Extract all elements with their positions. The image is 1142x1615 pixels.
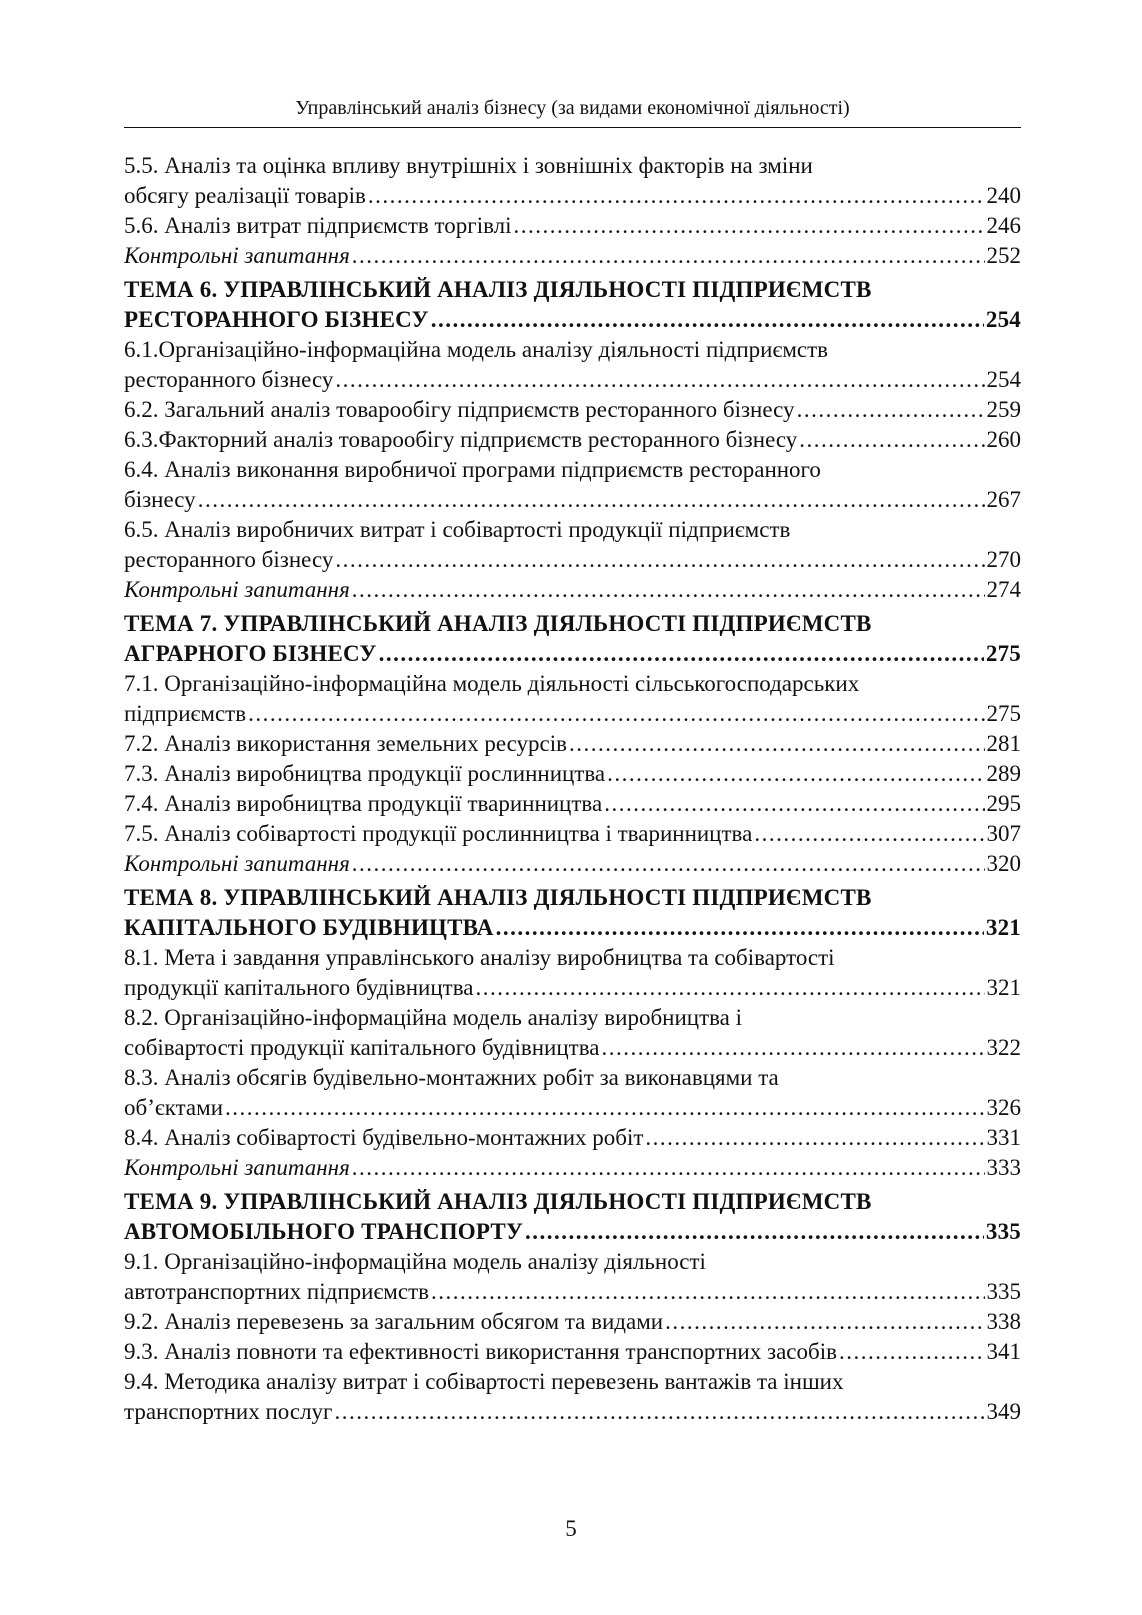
toc-line: [124, 1153, 1021, 1183]
toc-topic: [124, 883, 1021, 943]
toc-section: [124, 395, 1021, 425]
toc-entry-title: 7.3. Аналіз виробництва продукції рослинництва: [124, 761, 606, 786]
toc-section: [124, 151, 1021, 211]
toc-entry-title: ТЕМА 9. УПРАВЛІНСЬКИЙ АНАЛІЗ ДІЯЛЬНОСТІ ПІДПРИЄМСТВ: [124, 1189, 872, 1214]
dot-leader: [665, 1307, 984, 1337]
toc-entry-title: 5.5. Аналіз та оцінка впливу внутрішніх і зовнішніх факторів на зміни: [124, 153, 813, 178]
toc-section: [124, 211, 1021, 241]
toc-entry-title: 9.1. Організаційно-інформаційна модель аналізу діяльності: [124, 1249, 706, 1274]
toc-entry-title: КАПІТАЛЬНОГО БУДІВНИЦТВА: [124, 915, 494, 940]
toc-entry-title: ресторанного бізнесу: [124, 547, 334, 572]
toc-entry-title: ТЕМА 6. УПРАВЛІНСЬКИЙ АНАЛІЗ ДІЯЛЬНОСТІ ПІДПРИЄМСТВ: [124, 277, 872, 302]
toc-entry-title: автотранспортних підприємств: [124, 1279, 429, 1304]
toc-line: [124, 365, 1021, 395]
toc-entry-title: 9.4. Методика аналізу витрат і собівартості перевезень вантажів та інших: [124, 1369, 844, 1394]
dot-leader: [352, 241, 985, 271]
dot-leader: [352, 1153, 985, 1183]
toc-topic: [124, 275, 1021, 335]
toc-entry-title: 6.3.Факторний аналіз товарообігу підприємств ресторанного бізнесу: [124, 427, 798, 452]
toc-section: [124, 819, 1021, 849]
toc-line: [124, 1063, 1021, 1093]
toc-page-number: 289: [986, 761, 1021, 786]
toc-topic: [124, 1187, 1021, 1247]
dot-leader: [198, 485, 985, 515]
toc-entry-title: 7.1. Організаційно-інформаційна модель діяльності сільськогосподарських: [124, 671, 860, 696]
toc-page-number: 246: [986, 213, 1021, 238]
toc-line: [124, 181, 1021, 211]
table-of-contents: [124, 151, 1021, 1427]
toc-entry-title: 6.1.Організаційно-інформаційна модель аналізу діяльності підприємств: [124, 337, 829, 362]
toc-section: [124, 759, 1021, 789]
toc-page-number: 281: [986, 731, 1021, 756]
toc-entry-title: ТЕМА 7. УПРАВЛІНСЬКИЙ АНАЛІЗ ДІЯЛЬНОСТІ ПІДПРИЄМСТВ: [124, 611, 872, 636]
toc-page-number: 275: [986, 701, 1021, 726]
toc-page-number: 275: [985, 641, 1021, 666]
toc-entry-title: Контрольні запитання: [124, 577, 350, 602]
toc-line: [124, 1277, 1021, 1307]
toc-page-number: 260: [986, 427, 1021, 452]
toc-page-number: 321: [985, 915, 1021, 940]
dot-leader: [225, 1093, 984, 1123]
toc-entry-title: бізнесу: [124, 487, 196, 512]
page-number: 5: [565, 1516, 577, 1541]
dot-leader: [379, 639, 984, 669]
toc-line: [124, 759, 1021, 789]
toc-section: [124, 943, 1021, 1003]
toc-line: [124, 1337, 1021, 1367]
dot-leader: [525, 1217, 984, 1247]
toc-line: [124, 1367, 1021, 1397]
dot-leader: [839, 1337, 985, 1367]
toc-line: [124, 575, 1021, 605]
dot-leader: [352, 849, 985, 879]
toc-line: [124, 973, 1021, 1003]
toc-section: [124, 1003, 1021, 1063]
dot-leader: [607, 759, 984, 789]
toc-page-number: 240: [986, 183, 1021, 208]
toc-line: [124, 819, 1021, 849]
toc-control-questions: [124, 1153, 1021, 1183]
toc-line: [124, 151, 1021, 181]
toc-section: [124, 455, 1021, 515]
toc-line: [124, 1187, 1021, 1217]
dot-leader: [368, 181, 985, 211]
toc-line: [124, 609, 1021, 639]
toc-entry-title: собівартості продукції капітального будівництва: [124, 1035, 600, 1060]
toc-entry-title: АВТОМОБІЛЬНОГО ТРАНСПОРТУ: [124, 1219, 524, 1244]
toc-section: [124, 1123, 1021, 1153]
toc-section: [124, 789, 1021, 819]
toc-page-number: 254: [985, 307, 1021, 332]
toc-line: [124, 1307, 1021, 1337]
toc-page-number: 274: [986, 577, 1021, 602]
toc-line: [124, 729, 1021, 759]
toc-line: [124, 883, 1021, 913]
toc-page-number: 295: [986, 791, 1021, 816]
toc-line: [124, 241, 1021, 271]
toc-line: [124, 1397, 1021, 1427]
toc-line: [124, 1217, 1021, 1247]
toc-line: [124, 913, 1021, 943]
toc-entry-title: ТЕМА 8. УПРАВЛІНСЬКИЙ АНАЛІЗ ДІЯЛЬНОСТІ ПІДПРИЄМСТВ: [124, 885, 872, 910]
toc-line: [124, 335, 1021, 365]
dot-leader: [334, 1397, 984, 1427]
toc-entry-title: АГРАРНОГО БІЗНЕСУ: [124, 641, 377, 666]
toc-entry-title: 8.3. Аналіз обсягів будівельно-монтажних робіт за виконавцями та: [124, 1065, 779, 1090]
dot-leader: [799, 425, 984, 455]
toc-entry-title: об’єктами: [124, 1095, 224, 1120]
toc-entry-title: обсягу реалізації товарів: [124, 183, 366, 208]
dot-leader: [645, 1123, 984, 1153]
dot-leader: [352, 575, 985, 605]
toc-page-number: 335: [985, 1219, 1021, 1244]
toc-entry-title: 6.4. Аналіз виконання виробничої програми підприємств ресторанного: [124, 457, 821, 482]
toc-line: [124, 1003, 1021, 1033]
toc-page-number: 270: [986, 547, 1021, 572]
dot-leader: [248, 699, 984, 729]
toc-line: [124, 425, 1021, 455]
toc-line: [124, 395, 1021, 425]
toc-page-number: 349: [986, 1399, 1021, 1424]
toc-control-questions: [124, 241, 1021, 271]
toc-page-number: 338: [986, 1309, 1021, 1334]
dot-leader: [335, 365, 984, 395]
toc-line: [124, 211, 1021, 241]
toc-line: [124, 275, 1021, 305]
toc-control-questions: [124, 575, 1021, 605]
toc-line: [124, 485, 1021, 515]
header-rule: [124, 127, 1021, 128]
toc-entry-title: Контрольні запитання: [124, 851, 350, 876]
toc-page-number: 267: [986, 487, 1021, 512]
dot-leader: [431, 305, 984, 335]
toc-section: [124, 335, 1021, 395]
toc-line: [124, 305, 1021, 335]
dot-leader: [604, 789, 984, 819]
toc-line: [124, 1093, 1021, 1123]
running-header: Управлінський аналіз бізнесу (за видами економічної діяльності): [295, 97, 850, 119]
toc-line: [124, 639, 1021, 669]
dot-leader: [335, 545, 984, 575]
toc-section: [124, 1337, 1021, 1367]
dot-leader: [431, 1277, 985, 1307]
toc-page-number: 341: [986, 1339, 1021, 1364]
toc-line: [124, 699, 1021, 729]
dot-leader: [514, 211, 985, 241]
toc-section: [124, 1307, 1021, 1337]
toc-section: [124, 669, 1021, 729]
toc-page-number: 333: [986, 1155, 1021, 1180]
toc-section: [124, 515, 1021, 575]
toc-entry-title: підприємств: [124, 701, 247, 726]
toc-line: [124, 455, 1021, 485]
toc-page-number: 331: [986, 1125, 1021, 1150]
toc-line: [124, 1033, 1021, 1063]
toc-line: [124, 669, 1021, 699]
toc-page-number: 335: [986, 1279, 1021, 1304]
toc-section: [124, 1247, 1021, 1307]
toc-page-number: 307: [986, 821, 1021, 846]
dot-leader: [496, 913, 984, 943]
toc-section: [124, 425, 1021, 455]
toc-section: [124, 1367, 1021, 1427]
toc-page-number: 321: [986, 975, 1021, 1000]
toc-line: [124, 849, 1021, 879]
toc-entry-title: 7.2. Аналіз використання земельних ресурсів: [124, 731, 567, 756]
toc-entry-title: ресторанного бізнесу: [124, 367, 334, 392]
toc-line: [124, 1123, 1021, 1153]
toc-line: [124, 789, 1021, 819]
toc-entry-title: 8.4. Аналіз собівартості будівельно-монтажних робіт: [124, 1125, 644, 1150]
toc-line: [124, 1247, 1021, 1277]
toc-page-number: 254: [986, 367, 1021, 392]
toc-control-questions: [124, 849, 1021, 879]
toc-entry-title: 9.3. Аналіз повноти та ефективності використання транспортних засобів: [124, 1339, 837, 1364]
toc-entry-title: Контрольні запитання: [124, 243, 350, 268]
toc-section: [124, 1063, 1021, 1123]
toc-line: [124, 943, 1021, 973]
toc-entry-title: транспортних послуг: [124, 1399, 333, 1424]
toc-entry-title: 9.2. Аналіз перевезень за загальним обсягом та видами: [124, 1309, 664, 1334]
toc-entry-title: продукції капітального будівництва: [124, 975, 474, 1000]
toc-line: [124, 545, 1021, 575]
toc-page-number: 252: [986, 243, 1021, 268]
toc-entry-title: 8.2. Організаційно-інформаційна модель аналізу виробництва і: [124, 1005, 743, 1030]
toc-section: [124, 729, 1021, 759]
dot-leader: [797, 395, 985, 425]
dot-leader: [569, 729, 985, 759]
dot-leader: [754, 819, 984, 849]
dot-leader: [601, 1033, 984, 1063]
toc-entry-title: 5.6. Аналіз витрат підприємств торгівлі: [124, 213, 512, 238]
toc-entry-title: 8.1. Мета і завдання управлінського аналізу виробництва та собівартості: [124, 945, 835, 970]
toc-page-number: 322: [986, 1035, 1021, 1060]
dot-leader: [476, 973, 985, 1003]
toc-page-number: 259: [986, 397, 1021, 422]
toc-entry-title: 7.5. Аналіз собівартості продукції рослинництва і тваринництва: [124, 821, 753, 846]
toc-entry-title: 6.5. Аналіз виробничих витрат і собівартості продукції підприємств: [124, 517, 791, 542]
toc-entry-title: РЕСТОРАННОГО БІЗНЕСУ: [124, 307, 429, 332]
toc-page-number: 326: [986, 1095, 1021, 1120]
toc-topic: [124, 609, 1021, 669]
toc-page-number: 320: [986, 851, 1021, 876]
toc-entry-title: Контрольні запитання: [124, 1155, 350, 1180]
toc-entry-title: 6.2. Загальний аналіз товарообігу підприємств ресторанного бізнесу: [124, 397, 795, 422]
toc-entry-title: 7.4. Аналіз виробництва продукції тваринництва: [124, 791, 603, 816]
toc-line: [124, 515, 1021, 545]
